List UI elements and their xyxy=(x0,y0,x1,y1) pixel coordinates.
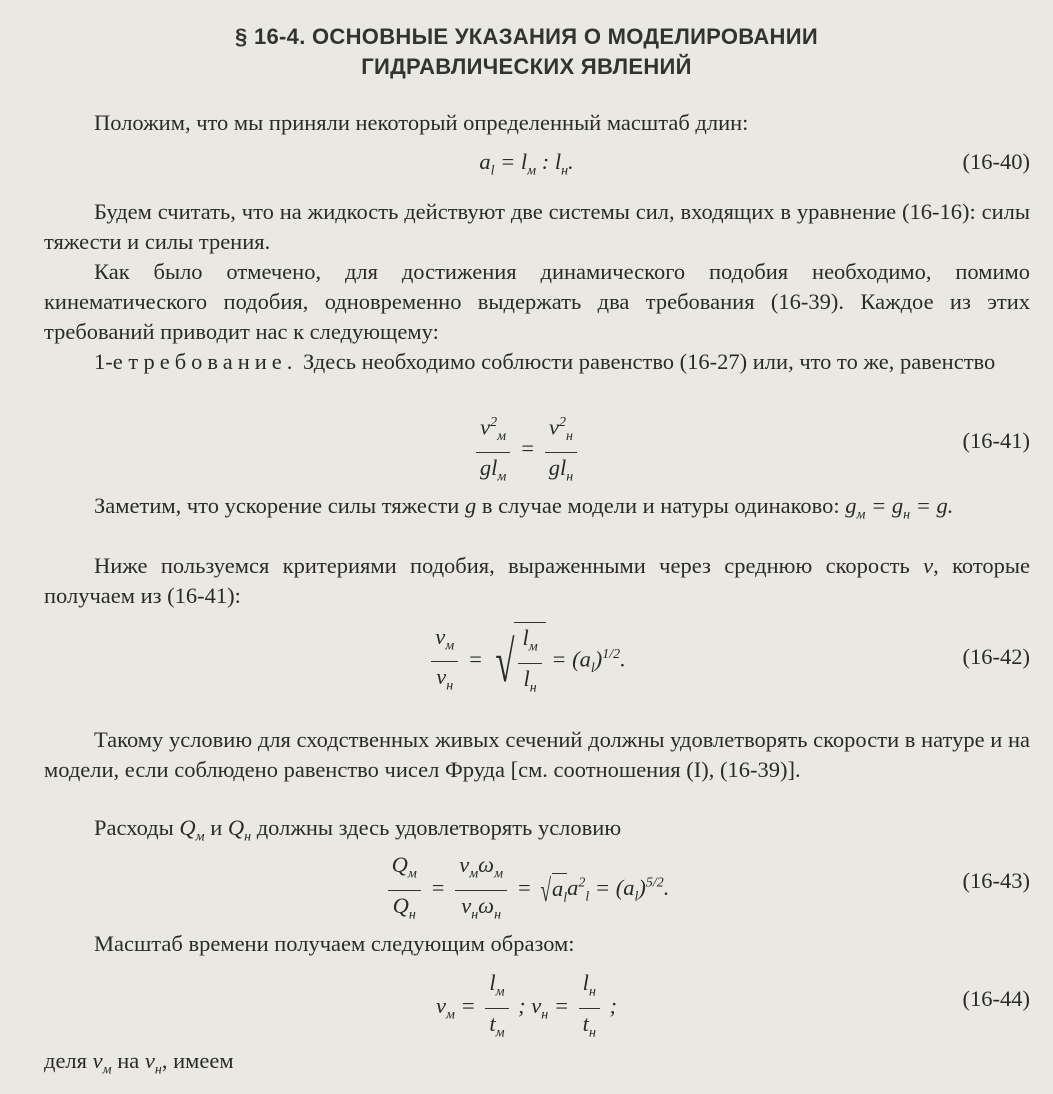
discharge-text-a: Расходы xyxy=(94,815,180,840)
formula-16-40: $a_l = l_м$ : $l_н$. xyxy=(479,149,574,179)
gravity-text-a: Заметим, что ускорение силы тяжести xyxy=(94,493,465,518)
formula-g-equal: $g_м = g_н = g$. xyxy=(845,493,954,523)
paragraph-force-systems: Будем считать, что на жидкость действуют две системы сил, входящих в уравнение (16-16): силы тяжести и силы трения. xyxy=(44,199,1030,254)
equation-number: (16-44) xyxy=(962,986,1030,1011)
requirement-word: требование. xyxy=(128,349,298,374)
equation-number: (16-42) xyxy=(962,644,1030,669)
formula-16-41: $\frac{v^2_м}{gl_м}$ = $\frac{v^2_н}{gl_н}$ xyxy=(0,410,1053,491)
dividing-text-c: , имеем xyxy=(161,1048,234,1073)
symbol-v-n: $v_н$ xyxy=(144,1048,162,1078)
formula-16-43: $\frac{Q_м}{Q_н}$ = $\frac{v_м\omega_м}{v_н\omega_н}$ = √ $a_l$ $a^2_l = (a_l)^{5/2}$. xyxy=(0,852,1053,928)
paragraph-time-scale: Масштаб времени получаем следующим образом: xyxy=(94,931,575,956)
formula-16-44: $v_м$ = $\frac{l_м}{t_м}$ ; $v_н$ = $\frac{l_н}{t_н}$ ; xyxy=(435,970,618,1040)
requirement-text: Здесь необходимо соблюсти равенство (16-27) или, что то же, равенство xyxy=(297,349,996,374)
dividing-text-b: на xyxy=(111,1048,145,1073)
paragraph-gravity xyxy=(44,491,1030,531)
criteria-text-a: Ниже пользуемся критериями подобия, выраженными через среднюю скорость xyxy=(94,553,924,578)
section-heading-line-1: § 16-4. ОСНОВНЫЕ УКАЗАНИЯ О МОДЕЛИРОВАНИИ xyxy=(235,24,818,49)
gravity-text-b: в случае модели и натуры одинаково: xyxy=(476,493,846,518)
section-heading-line-2: ГИДРАВЛИЧЕСКИХ ЯВЛЕНИЙ xyxy=(361,54,692,79)
paragraph-criteria xyxy=(44,551,1030,611)
requirement-number: 1-е xyxy=(94,349,123,374)
paragraph-discharge xyxy=(44,813,1030,853)
symbol-q-m: $Q_м$ xyxy=(179,815,205,845)
equation-16-42 xyxy=(0,622,1053,695)
symbol-v-m: $v_м$ xyxy=(92,1048,112,1078)
symbol-v: v xyxy=(923,553,934,578)
paragraph-dividing xyxy=(44,1046,1030,1086)
criteria-text-b: , которые получаем из (16-41): xyxy=(44,553,1031,608)
equation-16-41 xyxy=(0,410,1053,485)
discharge-text-c: должны здесь удовлетворять условию xyxy=(251,815,622,840)
discharge-text-b: и xyxy=(204,815,228,840)
equation-16-44 xyxy=(0,970,1053,1040)
paragraph-dynamic-similarity: Как было отмечено, для достижения динамического подобия необходимо, помимо кинематического подобия, одновременно выдержать два требования (16-39). Каждое из этих требований приводит нас к следующему: xyxy=(44,259,1030,344)
equation-number: (16-40) xyxy=(962,149,1030,174)
equation-number: (16-41) xyxy=(962,428,1030,453)
symbol-g: g xyxy=(464,493,477,518)
equation-16-43 xyxy=(0,852,1053,922)
symbol-q-n: $Q_н$ xyxy=(227,815,252,845)
paragraph-first-requirement xyxy=(44,347,1030,377)
dividing-text-a: деля xyxy=(44,1048,93,1073)
formula-16-42: $\frac{v_м}{v_н}$ = √ $\frac{l_м}{l_н}$ = $(a_l)^{1/2}$. xyxy=(0,622,1053,701)
equation-number: (16-43) xyxy=(962,868,1030,893)
paragraph-length-scale: Положим, что мы приняли некоторый определенный масштаб длин: xyxy=(94,110,749,135)
paragraph-froude: Такому условию для сходственных живых сечений должны удовлетворять скорости в натуре и на модели, если соблюдено равенство чисел Фруда [см. соотношения (I), (16-39)]. xyxy=(44,727,1030,782)
